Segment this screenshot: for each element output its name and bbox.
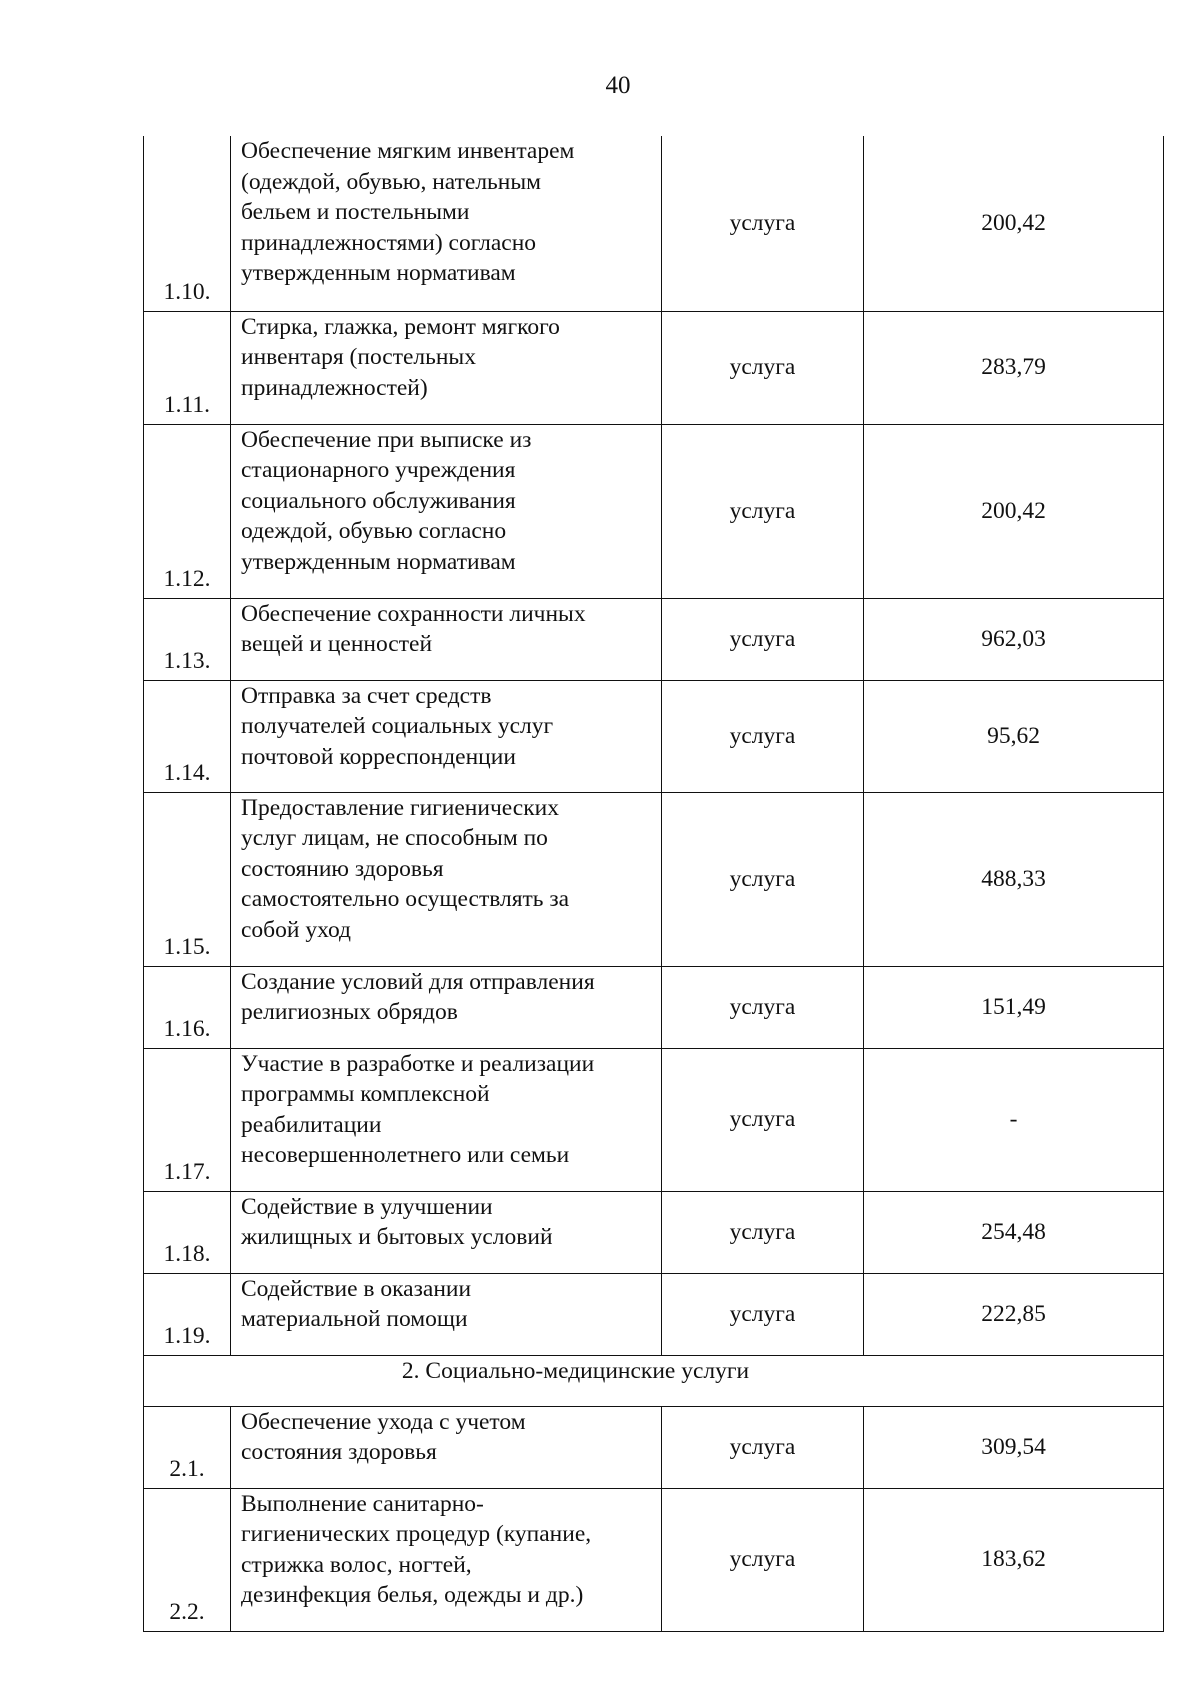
service-name: Содействие в улучшении жилищных и бытовых условий	[231, 1191, 662, 1273]
row-number: 1.14.	[144, 680, 231, 792]
service-price: 488,33	[864, 792, 1164, 966]
unit-of-measure: услуга	[662, 966, 864, 1048]
service-name: Отправка за счет средств получателей социальных услуг почтовой корреспонденции	[231, 680, 662, 792]
service-price: 95,62	[864, 680, 1164, 792]
service-name: Стирка, глажка, ремонт мягкого инвентаря (постельных принадлежностей)	[231, 311, 662, 424]
unit-of-measure: услуга	[662, 1191, 864, 1273]
row-number: 1.17.	[144, 1048, 231, 1191]
unit-of-measure: услуга	[662, 680, 864, 792]
unit-of-measure: услуга	[662, 792, 864, 966]
service-price: 151,49	[864, 966, 1164, 1048]
service-price: 309,54	[864, 1406, 1164, 1488]
service-name: Участие в разработке и реализации программы комплексной реабилитации несовершеннолетнего или семьи	[231, 1048, 662, 1191]
service-price: 222,85	[864, 1273, 1164, 1355]
row-number: 1.12.	[144, 424, 231, 598]
row-number: 2.2.	[144, 1488, 231, 1631]
table-row	[144, 136, 1164, 311]
table-row	[144, 792, 1164, 966]
table-row	[144, 1191, 1164, 1273]
table-row	[144, 1406, 1164, 1488]
service-price: 200,42	[864, 136, 1164, 311]
section-title-text: 2. Социально-медицинские услуги	[401, 1357, 750, 1384]
row-number: 1.15.	[144, 792, 231, 966]
service-price: 283,79	[864, 311, 1164, 424]
section-title	[144, 1355, 1164, 1406]
service-name: Обеспечение ухода с учетом состояния здоровья	[231, 1406, 662, 1488]
service-price: -	[864, 1048, 1164, 1191]
service-name: Создание условий для отправления религиозных обрядов	[231, 966, 662, 1048]
row-number: 1.10.	[144, 136, 231, 311]
unit-of-measure: услуга	[662, 136, 864, 311]
unit-of-measure: услуга	[662, 311, 864, 424]
row-number: 1.19.	[144, 1273, 231, 1355]
unit-of-measure: услуга	[662, 1048, 864, 1191]
service-price: 200,42	[864, 424, 1164, 598]
service-name: Обеспечение мягким инвентарем (одеждой, обувью, нательным бельем и постельными принадлежностями) согласно утвержденным нормативам	[231, 136, 662, 311]
service-name: Обеспечение при выписке из стационарного учреждения социального обслуживания одеждой, обувью согласно утвержденным нормативам	[231, 424, 662, 598]
unit-of-measure: услуга	[662, 598, 864, 680]
table-row	[144, 1488, 1164, 1631]
table-row	[144, 966, 1164, 1048]
table-row	[144, 311, 1164, 424]
page-number: 40	[605, 72, 631, 99]
unit-of-measure: услуга	[662, 1273, 864, 1355]
unit-of-measure: услуга	[662, 424, 864, 598]
table-row	[144, 680, 1164, 792]
services-tariff-table	[143, 136, 1164, 1632]
table-row	[144, 424, 1164, 598]
row-number: 1.13.	[144, 598, 231, 680]
section-header-row	[144, 1355, 1164, 1406]
unit-of-measure: услуга	[662, 1488, 864, 1631]
service-price: 962,03	[864, 598, 1164, 680]
service-name: Предоставление гигиенических услуг лицам, не способным по состоянию здоровья самостоятельно осуществлять за собой уход	[231, 792, 662, 966]
row-number: 2.1.	[144, 1406, 231, 1488]
service-price: 254,48	[864, 1191, 1164, 1273]
table-row	[144, 1273, 1164, 1355]
row-number: 1.18.	[144, 1191, 231, 1273]
row-number: 1.11.	[144, 311, 231, 424]
service-name: Выполнение санитарно- гигиенических процедур (купание, стрижка волос, ногтей, дезинфекция белья, одежды и др.)	[231, 1488, 662, 1631]
service-name: Обеспечение сохранности личных вещей и ценностей	[231, 598, 662, 680]
service-name: Содействие в оказании материальной помощи	[231, 1273, 662, 1355]
unit-of-measure: услуга	[662, 1406, 864, 1488]
service-price: 183,62	[864, 1488, 1164, 1631]
table-row	[144, 1048, 1164, 1191]
row-number: 1.16.	[144, 966, 231, 1048]
table-row	[144, 598, 1164, 680]
